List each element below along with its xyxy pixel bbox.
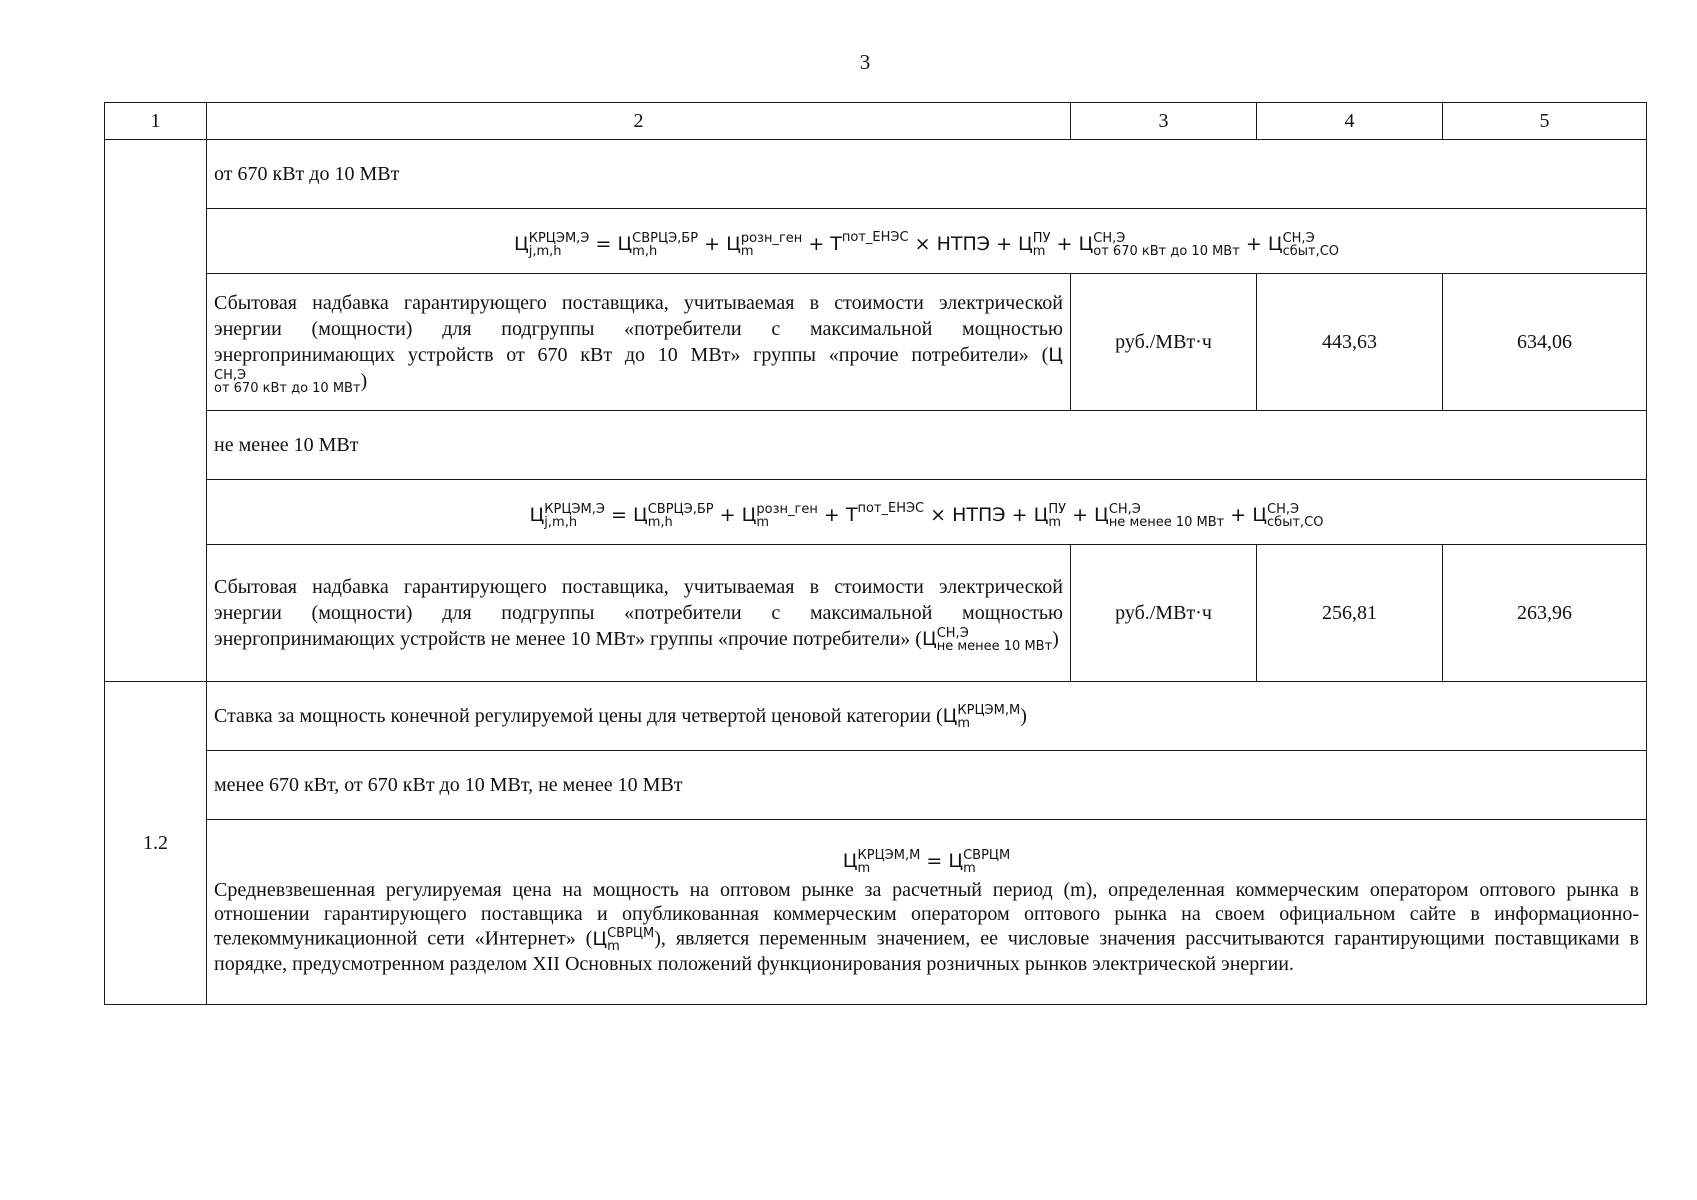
value-col4: 443,63 [1257,274,1443,411]
header-row [105,103,1647,140]
capacity-explanation: Средневзвешенная регулируемая цена на мощность на оптовом рынке за расчетный период (m), определенная коммерческим оператором оптового рынка в отношении гарантирующего поставщика и опубликованная коммерческим оператором оптового рынка на своем официальном сайте в информационно-телекоммуникационной сети «Интернет» (Ц СВРЦМ m ), является переменным значением, ее числовые значения рассчитываются гарантирующими поставщиками в порядке, предусмотренном разделом XII Основных положений функционирования розничных рынков электрической энергии. [214,879,1639,976]
markup-description: Сбытовая надбавка гарантирующего поставщика, учитываемая в стоимости электрической энергии (мощности) для подгруппы «потребители с максимальной мощностью энергопринимающих устройств от 670 кВт до 10 МВт» группы «прочие потребители» (Ц СН,Э от 670 кВт до 10 МВт ) [207,274,1071,411]
header-col-5: 5 [1443,103,1647,140]
price-formula: Ц КРЦЭМ,Э j,m,h = Ц СВРЦЭ,БР m,h + Ц розн_ген m + $Т^{пот\_ЕНЭС}$ × НТПЭ + Ц ПУ m + Ц СН,Э от 670 кВт до 10 МВт + Ц СН,Э сбыт,СО [207,209,1647,274]
value-col5-2: 263,96 [1443,545,1647,682]
row-1-2-subgroups [105,751,1647,820]
header-col-3: 3 [1071,103,1257,140]
formula-row [105,209,1647,274]
markup-row [105,274,1647,411]
subgroup-title: от 670 кВт до 10 МВт [207,140,1647,209]
header-col-2: 2 [207,103,1071,140]
formula-lhs: Ц КРЦЭМ,Э j,m,h [513,231,590,260]
price-formula-2: Ц КРЦЭМ,Э j,m,h = Ц СВРЦЭ,БР m,h + Ц розн_ген m + $Т^{пот\_ЕНЭС}$ × НТПЭ + Ц ПУ m + Ц СН,Э не менее 10 МВт + Ц СН,Э сбыт,СО [207,480,1647,545]
value-col4-2: 256,81 [1257,545,1443,682]
row-number-cell-empty [105,140,207,682]
formula-row-2 [105,480,1647,545]
markup-description-2: Сбытовая надбавка гарантирующего поставщика, учитываемая в стоимости электрической энергии (мощности) для подгруппы «потребители с максимальной мощностью энергопринимающих устройств не менее 10 МВт» группы «прочие потребители» (Ц СН,Э не менее 10 МВт ) [207,545,1071,682]
row-1-2-title [105,682,1647,751]
unit-cell: руб./МВт·ч [1071,274,1257,411]
subgroup-title-2: не менее 10 МВт [207,411,1647,480]
row-number-1-2: 1.2 [105,682,207,1005]
header-col-4: 4 [1257,103,1443,140]
markup-row-2 [105,545,1647,682]
unit-cell-2: руб./МВт·ч [1071,545,1257,682]
value-col5: 634,06 [1443,274,1647,411]
capacity-rate-title: Ставка за мощность конечной регулируемой цены для четвертой ценовой категории (Ц КРЦЭМ,М m ) [207,682,1647,751]
capacity-subgroups: менее 670 кВт, от 670 кВт до 10 МВт, не менее 10 МВт [207,751,1647,820]
row-1-2-formula [105,820,1647,1005]
header-col-1: 1 [105,103,207,140]
subgroup-title-row [105,140,1647,209]
page-number: 3 [859,50,871,74]
subgroup-title-row-2 [105,411,1647,480]
capacity-formula-cell [207,820,1647,1005]
capacity-formula: Ц КРЦЭМ,М m = Ц СВРЦМ m [842,848,1011,877]
tariff-table [104,102,1647,1005]
